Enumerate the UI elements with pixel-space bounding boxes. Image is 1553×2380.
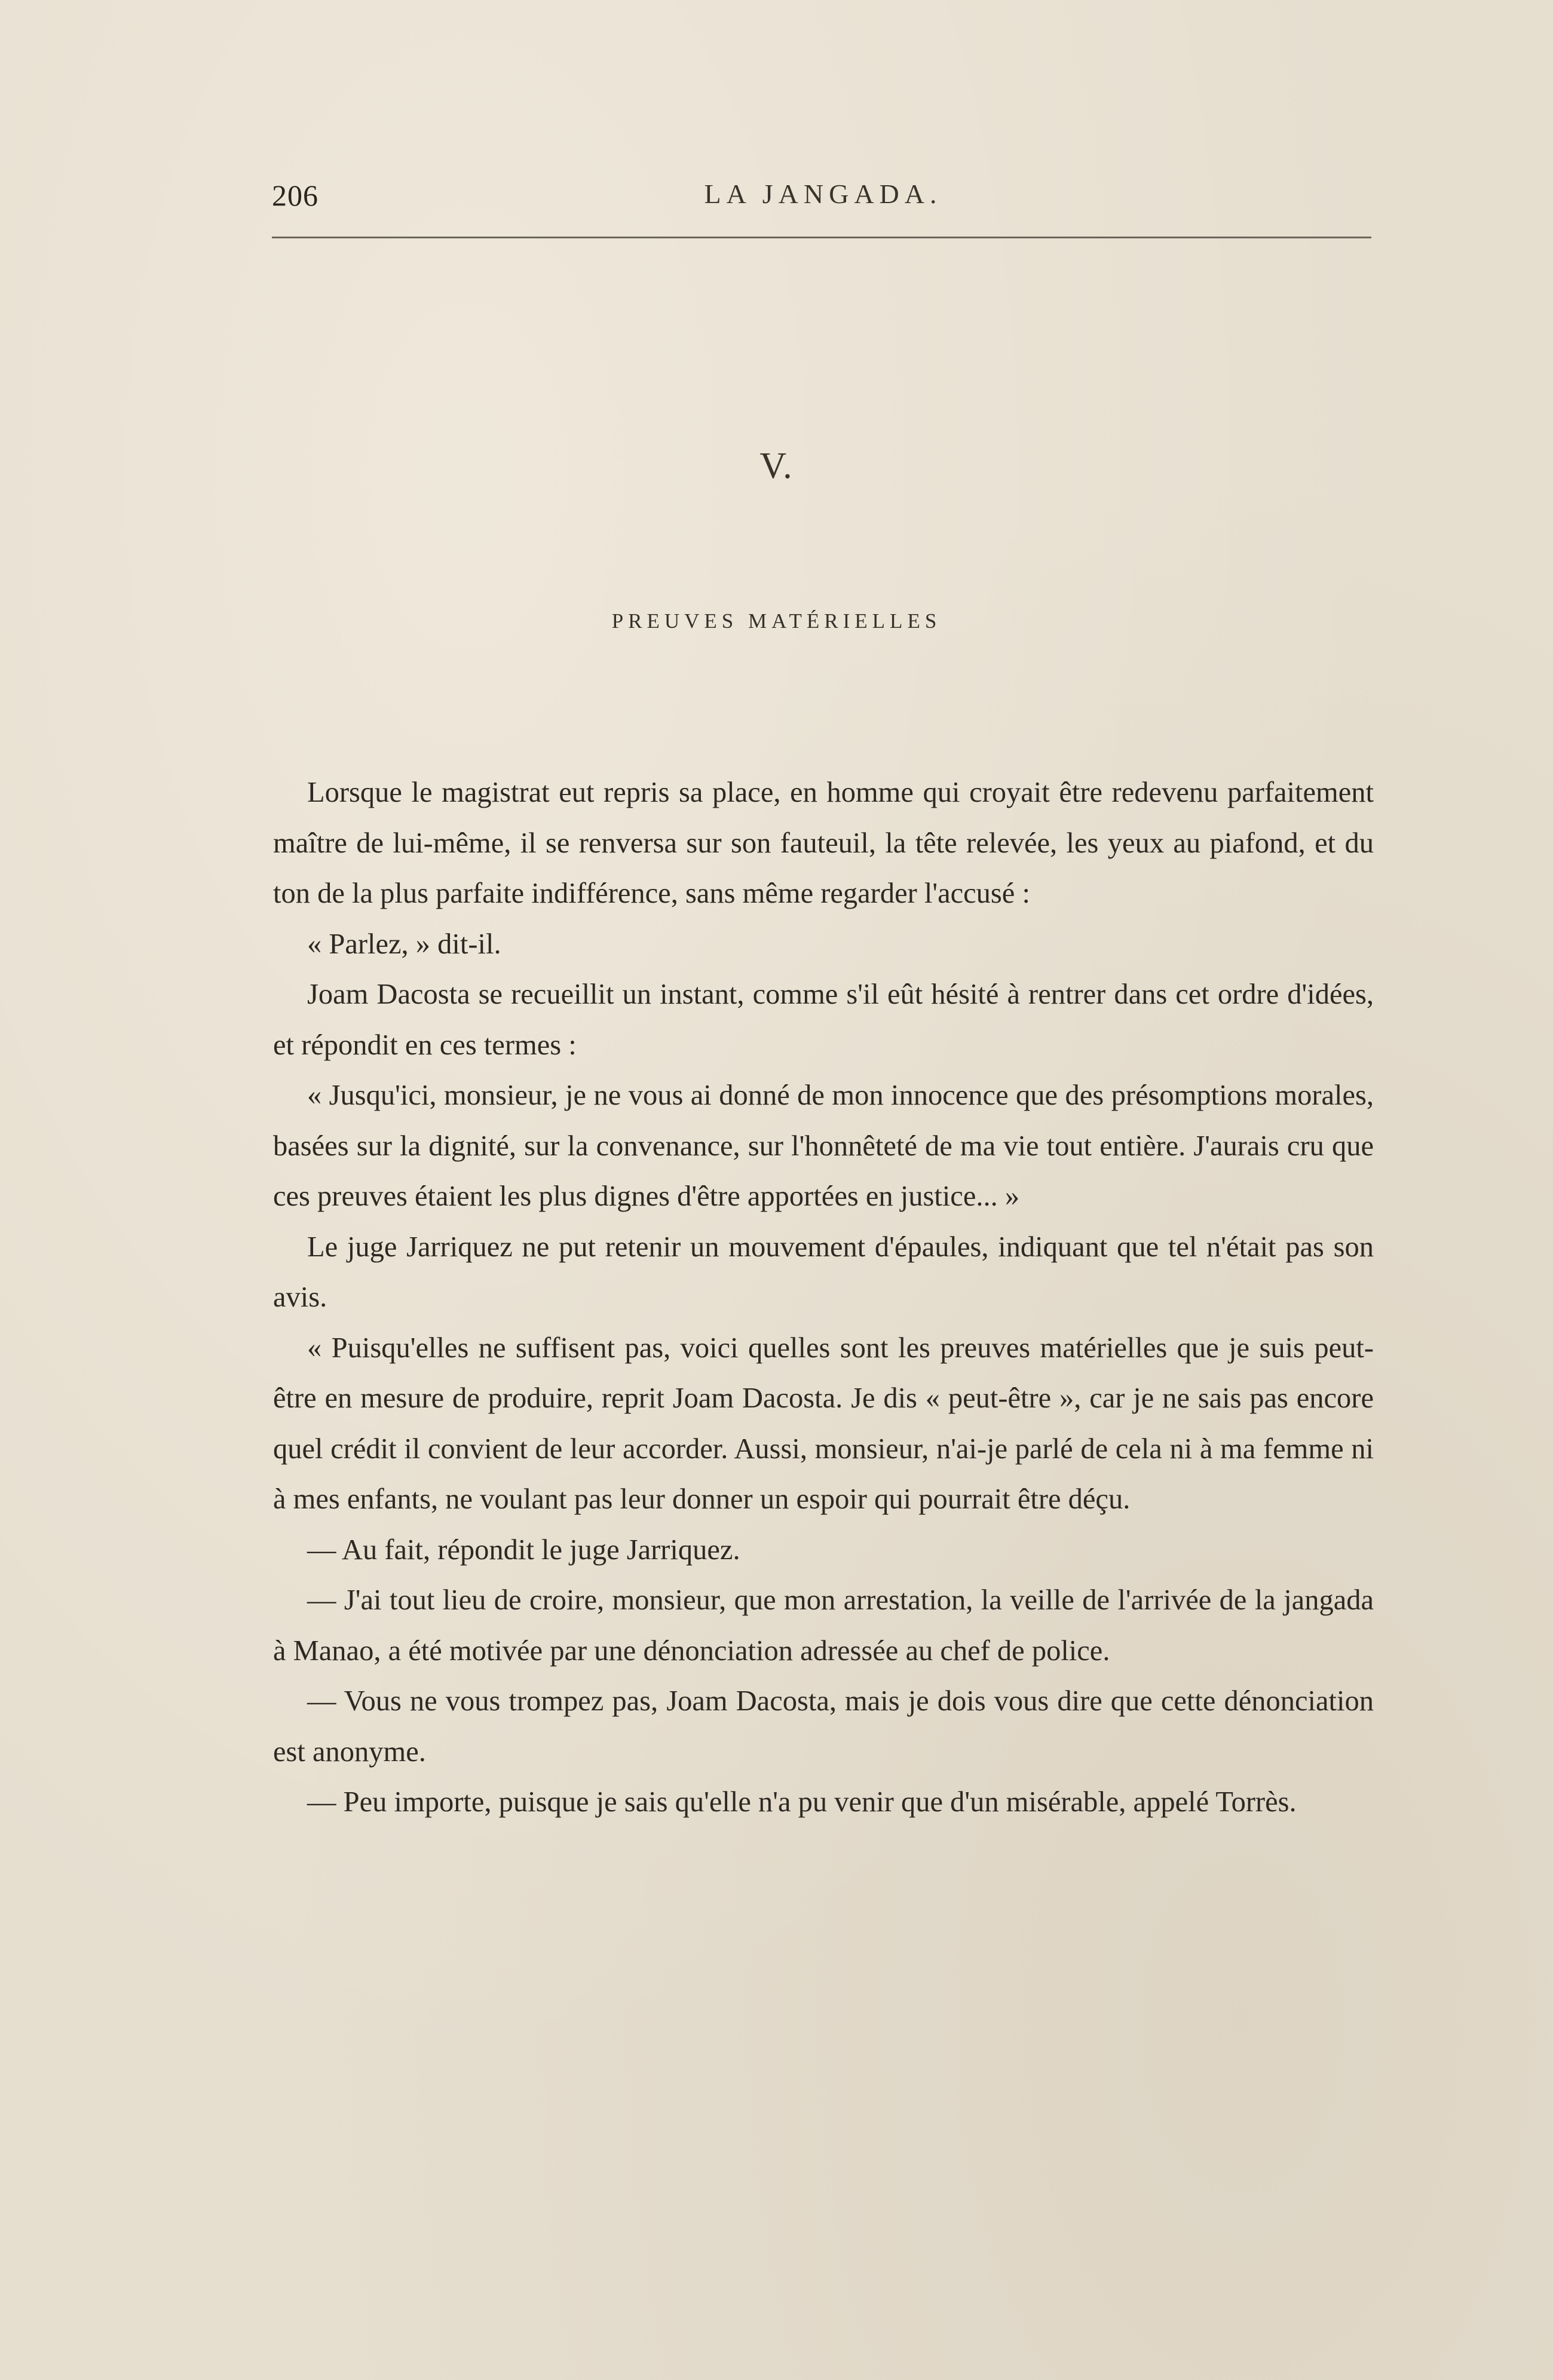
chapter-title: PREUVES MATÉRIELLES	[611, 609, 942, 633]
chapter-number: V.	[759, 446, 794, 486]
running-title: LA JANGADA.	[704, 179, 942, 209]
paragraph: « Parlez, » dit-il.	[307, 928, 501, 960]
body-text	[273, 768, 1374, 1828]
paragraph: Lorsque le magistrat eut repris sa place, en homme qui croyait être redevenu parfaitement maître de lui-même, il se renversa sur son fauteuil, la tête relevée, les yeux au piafond, et du ton de la plus parfaite indifférence, sans même regarder l'accusé :	[273, 777, 1374, 909]
paragraph: — Peu importe, puisque je sais qu'elle n'a pu venir que d'un misérable, appelé Torrès.	[307, 1786, 1297, 1818]
running-head	[272, 178, 1374, 226]
page-number: 206	[272, 179, 318, 212]
paragraph: « Jusqu'ici, monsieur, je ne vous ai donné de mon innocence que des présomptions morales, basées sur la dignité, sur la convenance, sur l'honnêteté de ma vie tout entière. J'aurais cru que ces preuves étaient les plus dignes d'être apportées en justice... »	[273, 1079, 1374, 1212]
paragraph: — J'ai tout lieu de croire, monsieur, que mon arrestation, la veille de l'arrivée de la jangada à Manao, a été motivée par une dénonciation adressée au chef de police.	[273, 1584, 1374, 1667]
paragraph: Le juge Jarriquez ne put retenir un mouvement d'épaules, indiquant que tel n'était pas son avis.	[273, 1231, 1374, 1313]
paragraph: — Au fait, répondit le juge Jarriquez.	[307, 1533, 740, 1566]
paragraph: Joam Dacosta se recueillit un instant, comme s'il eût hésité à rentrer dans cet ordre d'idées, et répondit en ces termes :	[273, 979, 1374, 1061]
paragraph: « Puisqu'elles ne suffisent pas, voici quelles sont les preuves matérielles que je suis peut-être en mesure de produire, reprit Joam Dacosta. Je dis « peut-être », car je ne sais pas encore quel crédit il convient de leur accorder. Aussi, monsieur, n'ai-je parlé de cela ni à ma femme ni à mes enfants, ne voulant pas leur donner un espoir qui pourrait être déçu.	[273, 1332, 1374, 1515]
paragraph: — Vous ne vous trompez pas, Joam Dacosta, mais je dois vous dire que cette dénonciation est anonyme.	[273, 1685, 1374, 1768]
header-rule	[272, 237, 1371, 238]
